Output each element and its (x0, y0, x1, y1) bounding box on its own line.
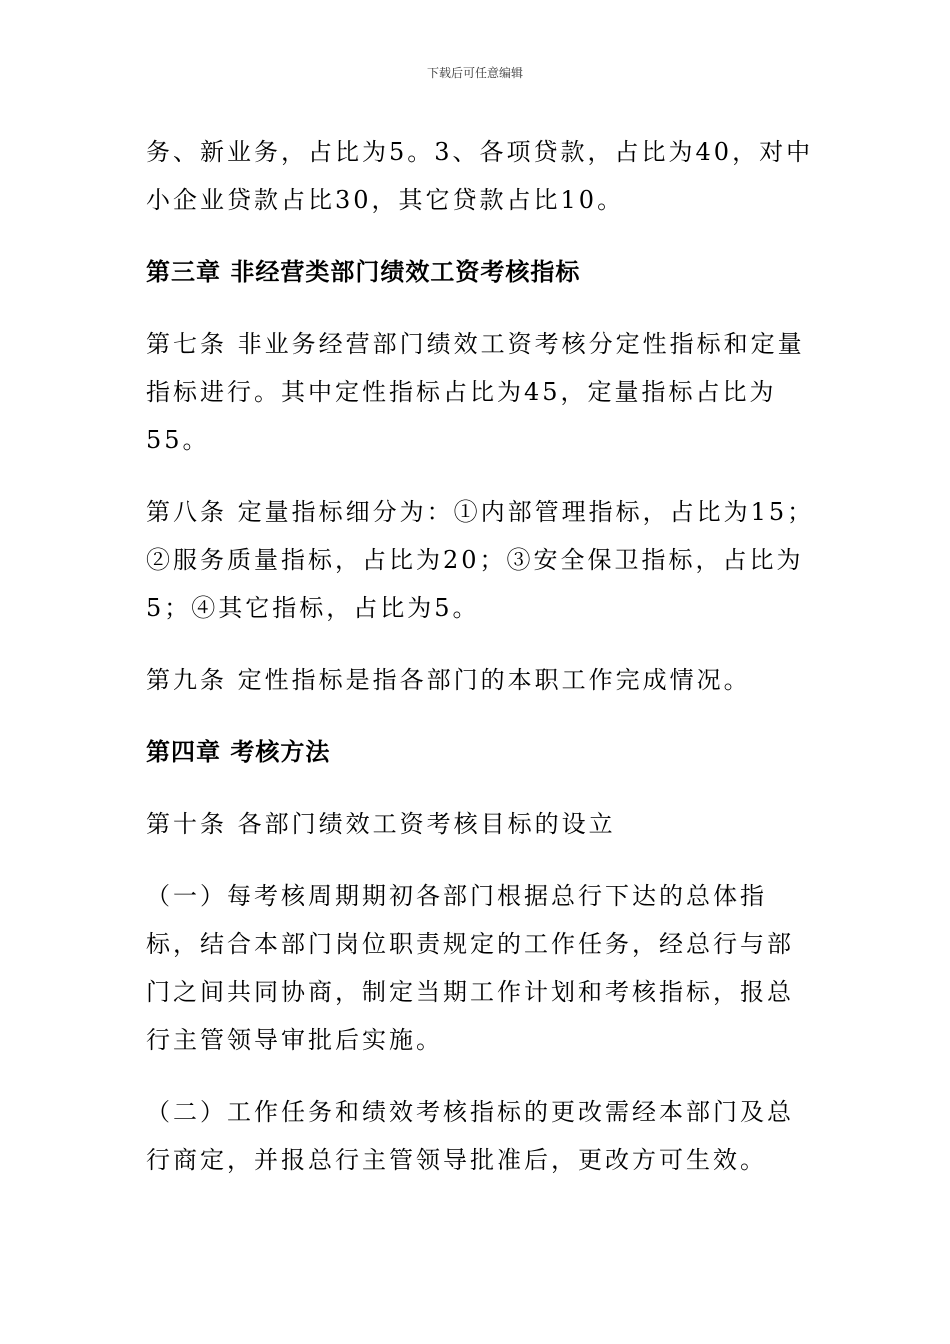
chapter-4-heading: 第四章 考核方法 (146, 738, 331, 766)
article-9: 第九条 定性指标是指各部门的本职工作完成情况。 (146, 666, 751, 694)
page-header-note: 下载后可任意编辑 (426, 66, 523, 80)
article-10-item-1: （一）每考核周期期初各部门根据总行下达的总体指标，结合本部门岗位职责规定的工作任务，经总行与部门之间共同协商，制定当期工作计划和考核指标，报总行主管领导审批后实施。 (146, 882, 794, 1054)
paragraph-loan-ratios: 务、新业务，占比为5。3、各项贷款，占比为40，对中小企业贷款占比30，其它贷款占比10。 (146, 138, 814, 214)
document-body (146, 128, 816, 1208)
article-7: 第七条 非业务经营部门绩效工资考核分定性指标和定量指标进行。其中定性指标占比为45，定量指标占比为55。 (146, 330, 805, 454)
chapter-3-heading: 第三章 非经营类部门绩效工资考核指标 (146, 258, 581, 286)
article-10: 第十条 各部门绩效工资考核目标的设立 (146, 810, 616, 838)
article-8: 第八条 定量指标细分为：①内部管理指标，占比为15；②服务质量指标，占比为20；③安全保卫指标，占比为5；④其它指标，占比为5。 (146, 498, 815, 622)
article-10-item-2: （二）工作任务和绩效考核指标的更改需经本部门及总行商定，并报总行主管领导批准后，更改方可生效。 (146, 1098, 794, 1174)
